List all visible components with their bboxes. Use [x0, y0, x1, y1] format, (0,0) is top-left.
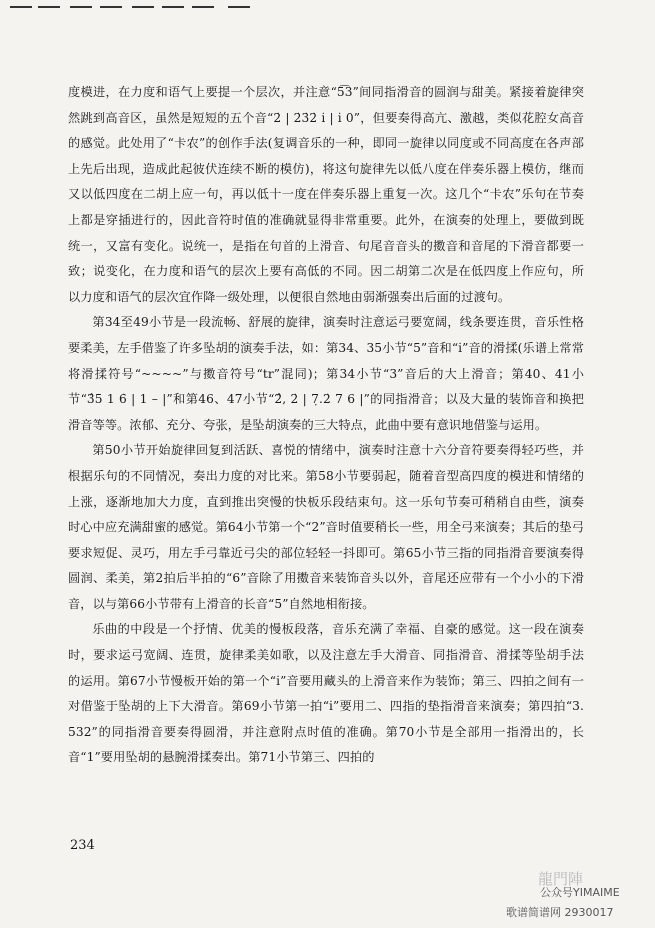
- watermark-logo: 龍門陣: [538, 870, 584, 888]
- paragraph-2: 第34至49小节是一段流畅、舒展的旋律，演奏时注意运弓要宽阔，线条要连贯，音乐性格要柔美，左手借鉴了许多坠胡的演奏手法，如：第34、35小节“5”音和“i̇”音的滑揉(乐谱上常常将滑揉符号“~~~~”与擞音符号“tr”混同)；第34小节“3”音后的大上滑音；第40、41小节“3̂5 1 6̇ | 1 – |”和第46、47小节“2̂, 2̇ | 7̣.2̇ 7 6 |”的同指滑音；以及大量的装饰音和换把滑音等等。浓郁、充分、夸张，是坠胡演奏的三大特点，此曲中要有意识地借鉴与运用。: [68, 315, 584, 432]
- top-rule-marks: [0, 6, 655, 12]
- paragraph-1: 度模进，在力度和语气上要提一个层次，并注意“5͡3”间同指滑音的圆润与甜美。紧接着旋律突然跳到高音区，虽然是短短的五个音“2̇ | 2̇3̇2̇ i̇ | i̇ 0”，但要奏得高亢、激越，类似花腔女高音的感觉。此处用了“卡农”的创作手法(复调音乐的一种，即同一旋律以同度或不同高度在各声部上先后出现，造成此起彼伏连续不断的模仿)，将这句旋律先以低八度在伴奏乐器上模仿，继而又以低四度在二胡上应一句，再以低十一度在伴奏乐器上重复一次。这几个“卡农”乐句在节奏上都是穿插进行的，因此音符时值的准确就显得非常重要。此外，在演奏的处理上，要做到既统一，又富有变化。说统一，是指在句首的上滑音、句尾音音头的擞音和音尾的下滑音都要一致；说变化，在力度和语气的层次上要有高低的不同。因二胡第二次是在低四度上作应句，所以力度和语气的层次宜作降一级处理，以便很自然地由弱渐强奏出后面的过渡句。: [68, 85, 584, 304]
- paragraph-4: 乐曲的中段是一个抒情、优美的慢板段落，音乐充满了幸福、自豪的感觉。这一段在演奏时，要求运弓宽阔、连贯，旋律柔美如歌，以及注意左手大滑音、同指滑音、滑揉等坠胡手法的运用。第67小节慢板开始的第一个“i̇”音要用藏头的上滑音来作为装饰；第三、四拍之间有一对借鉴于坠胡的上下大滑音。第69小节第一拍“i̇”要用二、四指的垫指滑音来演奏；第四拍“3. 532”的同指滑音要奏得圆滑，并注意附点时值的准确。第70小节是全部用一指滑出的，长音“1”要用坠胡的悬腕滑揉奏出。第71小节第三、四拍的: [68, 622, 584, 765]
- page-body: [68, 80, 584, 771]
- watermark-site: 公众号YIMAIME: [540, 886, 620, 899]
- page-number: 234: [70, 838, 95, 853]
- paragraph-3: 第50小节开始旋律回复到活跃、喜悦的情绪中，演奏时注意十六分音符要奏得轻巧些，并根据乐句的不同情况，奏出力度的对比来。第58小节要弱起，随着音型高四度的模进和情绪的上涨，逐渐地加大力度，直到推出突慢的快板乐段结束句。这一乐句节奏可稍稍自由些，演奏时心中应充满甜蜜的感觉。第64小节第一个“2”音时值要稍长一些，用全弓来演奏；其后的垫弓要求短促、灵巧，用左手弓靠近弓尖的部位轻轻一抖即可。第65小节三指的同指滑音要演奏得圆润、柔美，第2拍后半拍的“6”音除了用擞音来装饰音头以外，音尾还应带有一个小小的下滑音，以与第66小节带有上滑音的长音“5”自然地相衔接。: [68, 443, 584, 611]
- watermark-footer: 歌谱简谱网 2930017: [506, 906, 614, 919]
